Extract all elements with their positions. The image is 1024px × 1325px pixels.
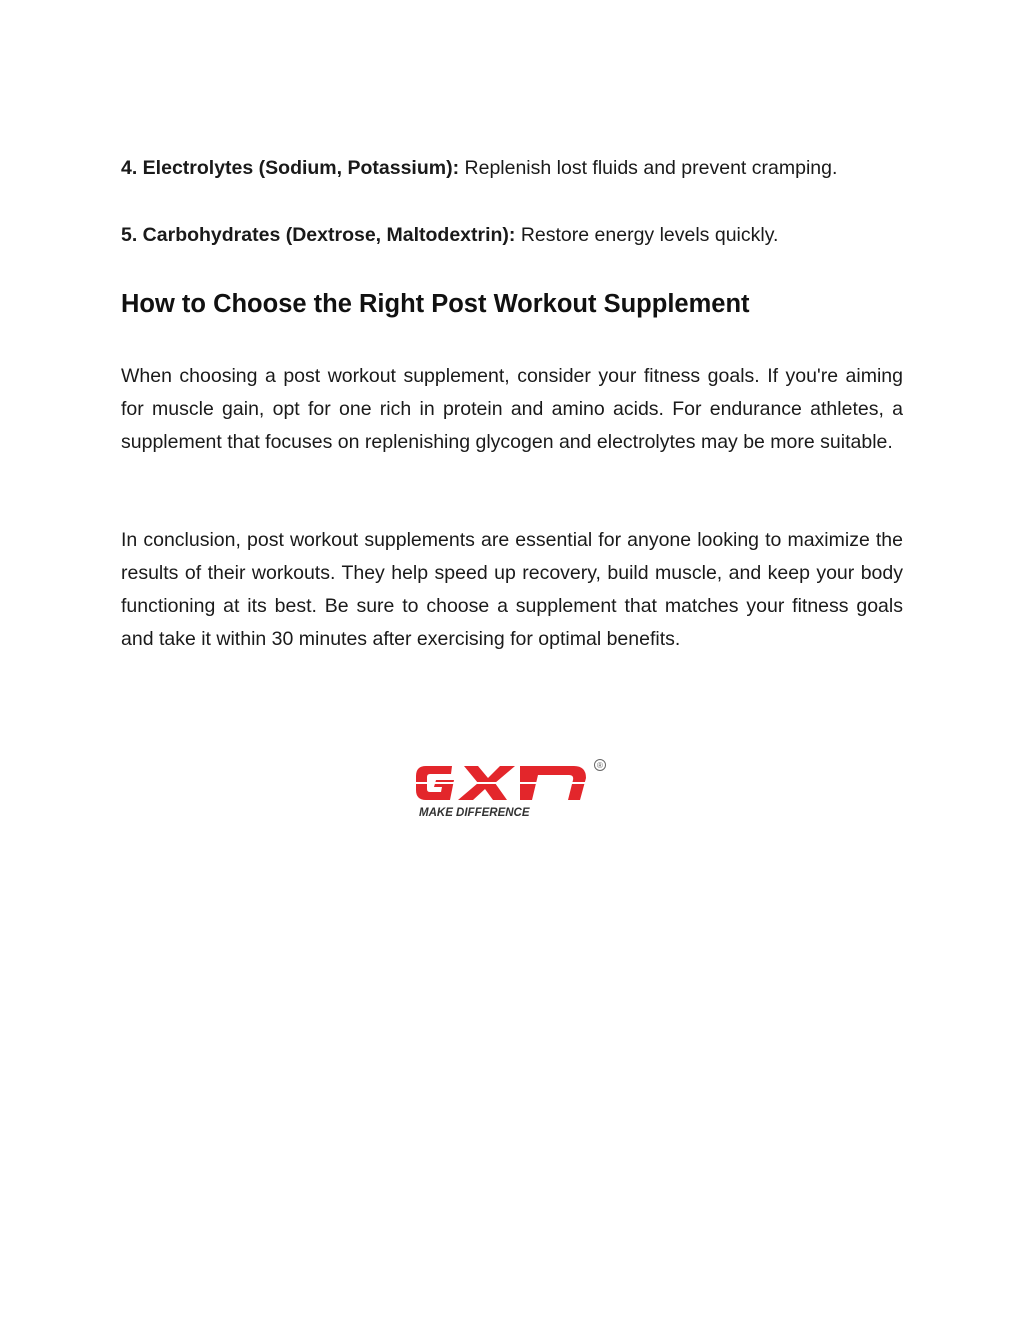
list-item-text: Replenish lost fluids and prevent cramping. (459, 157, 838, 179)
list-item-term: 5. Carbohydrates (Dextrose, Maltodextrin): (121, 224, 516, 246)
list-item-term: 4. Electrolytes (Sodium, Potassium): (121, 157, 460, 179)
registered-mark: ® (597, 761, 603, 770)
gxn-logo (414, 756, 614, 822)
section-heading: How to Choose the Right Post Workout Supplement (121, 290, 750, 318)
list-item-text: Restore energy levels quickly. (515, 224, 779, 246)
gxn-logo-graphic (414, 756, 614, 822)
paragraph-conclusion: In conclusion, post workout supplements are essential for anyone looking to maximize the results of their workouts. They help speed up recovery, build muscle, and keep your body functioning at its best. Be sure to choose a supplement that matches your fitness goals and take it within 30 minutes after exercising for optimal benefits. (121, 529, 903, 650)
list-item-carbohydrates (121, 222, 903, 248)
list-item-electrolytes (121, 155, 903, 181)
paragraph-choosing: When choosing a post workout supplement, consider your fitness goals. If you're aiming for muscle gain, opt for one rich in protein and amino acids. For endurance athletes, a supplement that focuses on replenishing glycogen and electrolytes may be more suitable. (121, 365, 903, 453)
logo-tagline: MAKE DIFFERENCE (419, 807, 530, 819)
